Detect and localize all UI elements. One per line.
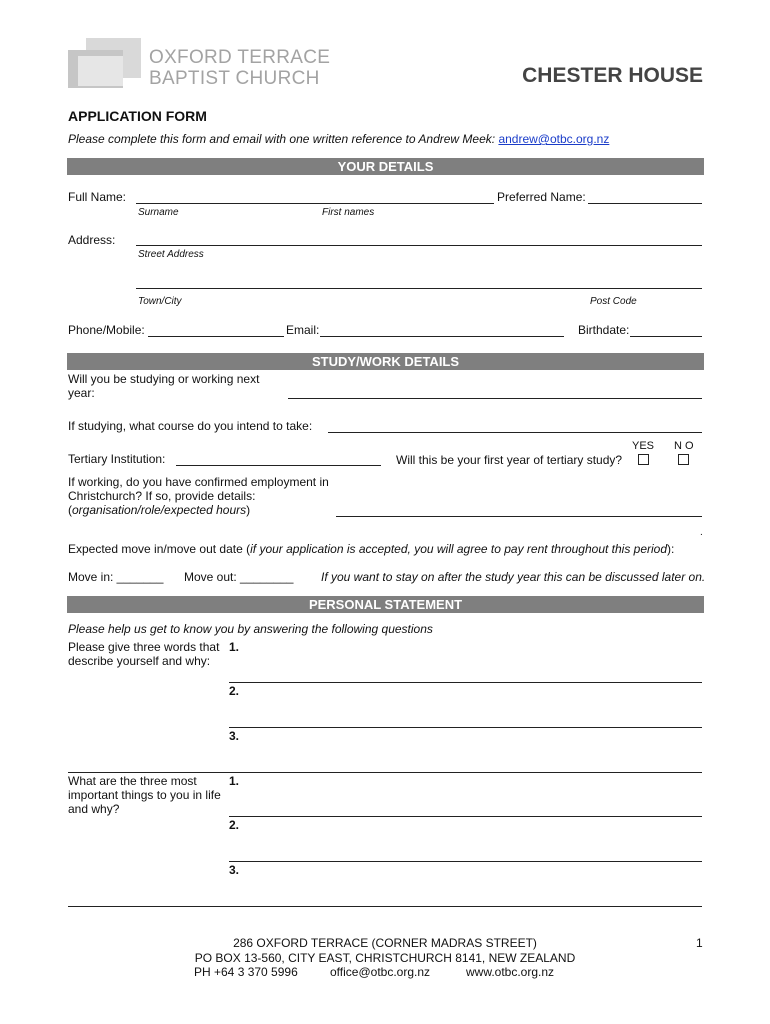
address-label: Address:: [68, 233, 116, 247]
form-title: APPLICATION FORM: [68, 108, 207, 124]
email-field[interactable]: [320, 336, 564, 337]
institution-label: Tertiary Institution:: [68, 452, 166, 466]
course-label: If studying, what course do you intend to take:: [68, 419, 313, 433]
surname-hint: Surname: [138, 207, 179, 218]
town-postcode-field[interactable]: [136, 288, 702, 289]
q2-number-3: 3.: [229, 863, 240, 877]
q2-label-1: What are the three most: [68, 774, 197, 788]
footer-address-2: PO BOX 13-560, CITY EAST, CHRISTCHURCH 8141, NEW ZEALAND: [194, 951, 576, 965]
footer-address-1: 286 OXFORD TERRACE (CORNER MADRAS STREET): [233, 936, 537, 950]
q1-label-1: Please give three words that: [68, 640, 220, 654]
q2-number-2: 2.: [229, 818, 240, 832]
house-title: CHESTER HOUSE: [522, 64, 703, 87]
next-year-field[interactable]: [288, 398, 702, 399]
section-personal-statement: PERSONAL STATEMENT: [67, 596, 704, 613]
preferred-name-field[interactable]: [588, 203, 702, 204]
first-names-hint: First names: [322, 207, 375, 218]
street-hint: Street Address: [138, 249, 204, 260]
birthdate-field[interactable]: [630, 336, 702, 337]
footer-web: www.otbc.org.nz: [466, 965, 555, 979]
q1-answer-3[interactable]: [68, 772, 702, 773]
logo-text-line2: BAPTIST CHURCH: [149, 68, 320, 89]
q1-number-2: 2.: [229, 684, 240, 698]
footer-email: office@otbc.org.nz: [330, 965, 431, 979]
course-field[interactable]: [328, 432, 702, 433]
birthdate-label: Birthdate:: [578, 323, 630, 337]
next-year-label-1: Will you be studying or working next: [68, 372, 260, 386]
page-number: 1: [696, 936, 703, 950]
working-details-field[interactable]: [336, 516, 702, 517]
move-in-field[interactable]: Move in: _______: [68, 570, 164, 584]
phone-label: Phone/Mobile:: [68, 323, 145, 337]
postcode-hint: Post Code: [590, 296, 637, 307]
logo-text-line1: OXFORD TERRACE: [149, 47, 331, 68]
first-year-yes-checkbox[interactable]: [638, 454, 649, 465]
town-hint: Town/City: [138, 296, 182, 307]
working-label-1: If working, do you have confirmed employment in: [68, 475, 329, 489]
institution-field[interactable]: [176, 465, 381, 466]
street-address-field[interactable]: [136, 245, 702, 246]
full-name-label: Full Name:: [68, 190, 127, 204]
q2-answer-3[interactable]: [68, 906, 702, 907]
first-year-no-checkbox[interactable]: [678, 454, 689, 465]
intro-text: Please complete this form and email with one written reference to Andrew Meek: andrew@otbc.org.nz: [68, 132, 610, 146]
section-your-details: YOUR DETAILS: [67, 158, 704, 175]
full-name-field[interactable]: [136, 203, 494, 204]
next-year-label-2: year:: [68, 386, 95, 400]
stay-note: If you want to stay on after the study year this can be discussed later on.: [321, 570, 706, 584]
q2-number-1: 1.: [229, 774, 240, 788]
q2-answer-1[interactable]: [229, 816, 702, 817]
phone-field[interactable]: [148, 336, 284, 337]
trailing-dot: .: [700, 527, 703, 538]
church-logo: [68, 38, 143, 90]
q1-answer-1[interactable]: [229, 682, 702, 683]
preferred-name-label: Preferred Name:: [497, 190, 586, 204]
yes-header: YES: [632, 440, 655, 452]
q2-label-2: important things to you in life: [68, 788, 221, 802]
working-label-3: (organisation/role/expected hours): [68, 503, 251, 517]
q1-number-3: 3.: [229, 729, 240, 743]
q2-label-3: and why?: [68, 802, 120, 816]
personal-prompt: Please help us get to know you by answering the following questions: [68, 622, 433, 636]
no-header: NO: [674, 440, 697, 452]
q1-number-1: 1.: [229, 640, 240, 654]
section-study-work: STUDY/WORK DETAILS: [67, 353, 704, 370]
email-label: Email:: [286, 323, 320, 337]
move-dates-label: Expected move in/move out date (if your application is accepted, you will agree to pay rent throughout this period):: [68, 542, 675, 556]
contact-email-link[interactable]: andrew@otbc.org.nz: [498, 132, 610, 146]
move-out-field[interactable]: Move out: ________: [184, 570, 294, 584]
first-year-label: Will this be your first year of tertiary study?: [396, 453, 623, 467]
working-label-2: Christchurch? If so, provide details:: [68, 489, 256, 503]
q2-answer-2[interactable]: [229, 861, 702, 862]
footer-phone: PH +64 3 370 5996: [194, 965, 298, 979]
q1-answer-2[interactable]: [229, 727, 702, 728]
q1-label-2: describe yourself and why:: [68, 654, 211, 668]
